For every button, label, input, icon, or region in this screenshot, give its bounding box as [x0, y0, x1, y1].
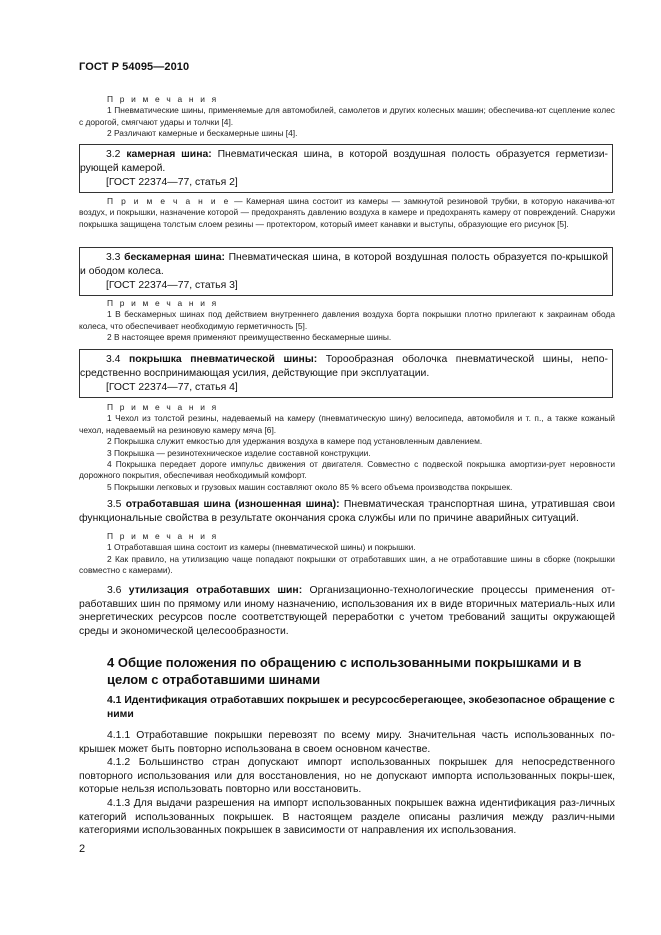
notes-label: П р и м е ч а н и я [107, 402, 219, 412]
term-number: 3.5 [107, 499, 122, 510]
note-item: 3 Покрышка — резинотехническое изделие составной конструкции. [107, 447, 371, 458]
page-number: 2 [79, 843, 86, 855]
section-4-1-body [79, 729, 615, 838]
term-definition: Торообразная оболочка пневматической шины, непо-средственно воспринимающая усилия, действующие при эксплуатации. [80, 354, 608, 379]
note-item: 5 Покрышки легковых и грузовых машин составляют около 85 % всего объема производства покрышек. [107, 481, 513, 492]
term-title: отработавшая шина (изношенная шина): [125, 499, 340, 510]
document-header: ГОСТ Р 54095—2010 [79, 61, 190, 73]
section-4-title: 4 Общие положения по обращению с использованными покрышками и в целом с отработавшими шинами [107, 655, 582, 687]
section-4-1-heading-block [107, 694, 615, 722]
term-reference: [ГОСТ 22374—77, статья 3] [106, 279, 238, 291]
notes-label: П р и м е ч а н и я [107, 531, 219, 541]
term-3-3 [80, 251, 612, 279]
term-number: 3.3 [106, 252, 121, 263]
paragraph-4-1-3: 4.1.3 Для выдачи разрешения на импорт использованных покрышек важна идентификация раз-личных категорий использованных покрышек. В настоящем разделе описаны различия между различ-ными категориями использованных покрышек в зависимости от направления их использования. [79, 797, 615, 837]
note-item: 2 Как правило, на утилизацию чаще попадают покрышки от отработавших шин, а не отработавшие шины в сборке (покрышки совместно с камерами). [79, 553, 615, 576]
note-block-3-2 [79, 196, 615, 230]
notes-label: П р и м е ч а н и я [107, 94, 219, 104]
note-item: 2 В настоящее время применяют преимущественно бескамерные шины. [107, 332, 392, 343]
paragraph-4-1-2: 4.1.2 Большинство стран допускают импорт использованных покрышек для непосредственного повторного использования или для восстановления, но не допускают импорта использованных покры-шек, которые нельзя использовать повторно или восстановить. [79, 757, 615, 796]
note-item: 1 Чехол из толстой резины, надеваемый на камеру (пневматическую шину) велосипеда, автомобиля и т. п., а также кожаный чехол, надеваемый на резиновую камеру мяча [6]. [79, 413, 615, 435]
note-item: 1 В бескамерных шинах под действием внутреннего давления воздуха борта покрышки плотно прилегают к закраинам обода колеса, что обеспечивает необходимую герметичность [5]. [79, 309, 615, 331]
section-4-heading-block [107, 655, 615, 688]
note-item: 1 Отработавшая шина состоит из камеры (пневматической шины) и покрышки. [107, 542, 416, 553]
notes-block-1 [79, 94, 615, 140]
note-text: — Камерная шина состоит из камеры — замкнутой резиновой трубки, в которую накачива-ют воздух, и покрышки, назначение которой — предохранять давлению воздуха в камере и предохранять камеру от повреждений. Снаружи покрышка защищена толстым слоем резины — протектором, который имеет канавки и выступы, образующие его рисунок [5]. [79, 196, 616, 229]
term-title: камерная шина: [126, 149, 212, 160]
term-title: покрышка пневматической шины: [129, 354, 318, 365]
notes-label: П р и м е ч а н и я [107, 298, 219, 308]
term-number: 3.2 [106, 149, 121, 160]
term-definition: Пневматическая транспортная шина, утратившая свои функциональные свойства в результате окончания срока службы или по причине аварийных ситуаций. [79, 499, 615, 524]
term-reference: [ГОСТ 22374—77, статья 4] [106, 381, 238, 393]
term-definition: Пневматическая шина, в которой воздушная полость образуется по-крышкой и ободом колеса. [80, 252, 608, 277]
notes-block-3-4 [79, 402, 615, 493]
term-definition: Организационно-технологические процессы применения от-работавших шин по прямому или иному назначению, использования их в виде вторичных материаль-ных или энергетических ресурсов после соответствующей переработки с учетом требований защиты окружающей среды и экономической целесообразности. [79, 585, 616, 637]
term-title: утилизация отработавших шин: [128, 585, 303, 596]
section-4-1-title: 4.1 Идентификация отработавших покрышек и ресурсосберегающее, экобезопасное обращение с ними [107, 695, 615, 720]
term-number: 3.6 [107, 585, 122, 596]
term-3-2 [80, 148, 612, 176]
term-3-5 [79, 498, 615, 525]
notes-block-3-3 [79, 298, 615, 344]
note-item: 2 Различают камерные и бескамерные шины [4]. [107, 128, 298, 139]
notes-block-3-5 [79, 531, 615, 577]
paragraph-4-1-1: 4.1.1 Отработавшие покрышки перевозят по всему миру. Значительная часть использованных по-крышек может быть повторно использована в своем основном качестве. [79, 730, 615, 755]
term-3-4 [80, 353, 612, 381]
note-item [79, 196, 615, 230]
term-3-6-text [79, 584, 615, 638]
term-reference: [ГОСТ 22374—77, статья 2] [106, 176, 238, 188]
term-definition: Пневматическая шина, в которой воздушная полость образуется герметизи-рующей камерой. [80, 149, 608, 174]
term-box-3-3 [79, 247, 613, 296]
term-title: бескамерная шина: [124, 252, 225, 263]
term-box-3-4 [79, 349, 613, 398]
note-item: 2 Покрышка служит емкостью для удержания воздуха в камере под установленным давлением. [107, 436, 483, 447]
note-item: 1 Пневматические шины, применяемые для автомобилей, самолетов и других колесных машин; обеспечива-ют сцепление колес с дорогой, смягчают удары и толчки [4]. [79, 105, 615, 127]
term-3-5-text [79, 498, 615, 525]
note-label: П р и м е ч а н и е [107, 196, 231, 206]
term-box-3-2 [79, 144, 613, 193]
term-number: 3.4 [106, 354, 121, 365]
note-item: 4 Покрышка передает дороге импульс движения от двигателя. Совместно с подвеской покрышка амортизи-рует неровности дорожного покрытия, обеспечивая необходимый комфорт. [79, 459, 615, 481]
term-3-6 [79, 584, 615, 638]
